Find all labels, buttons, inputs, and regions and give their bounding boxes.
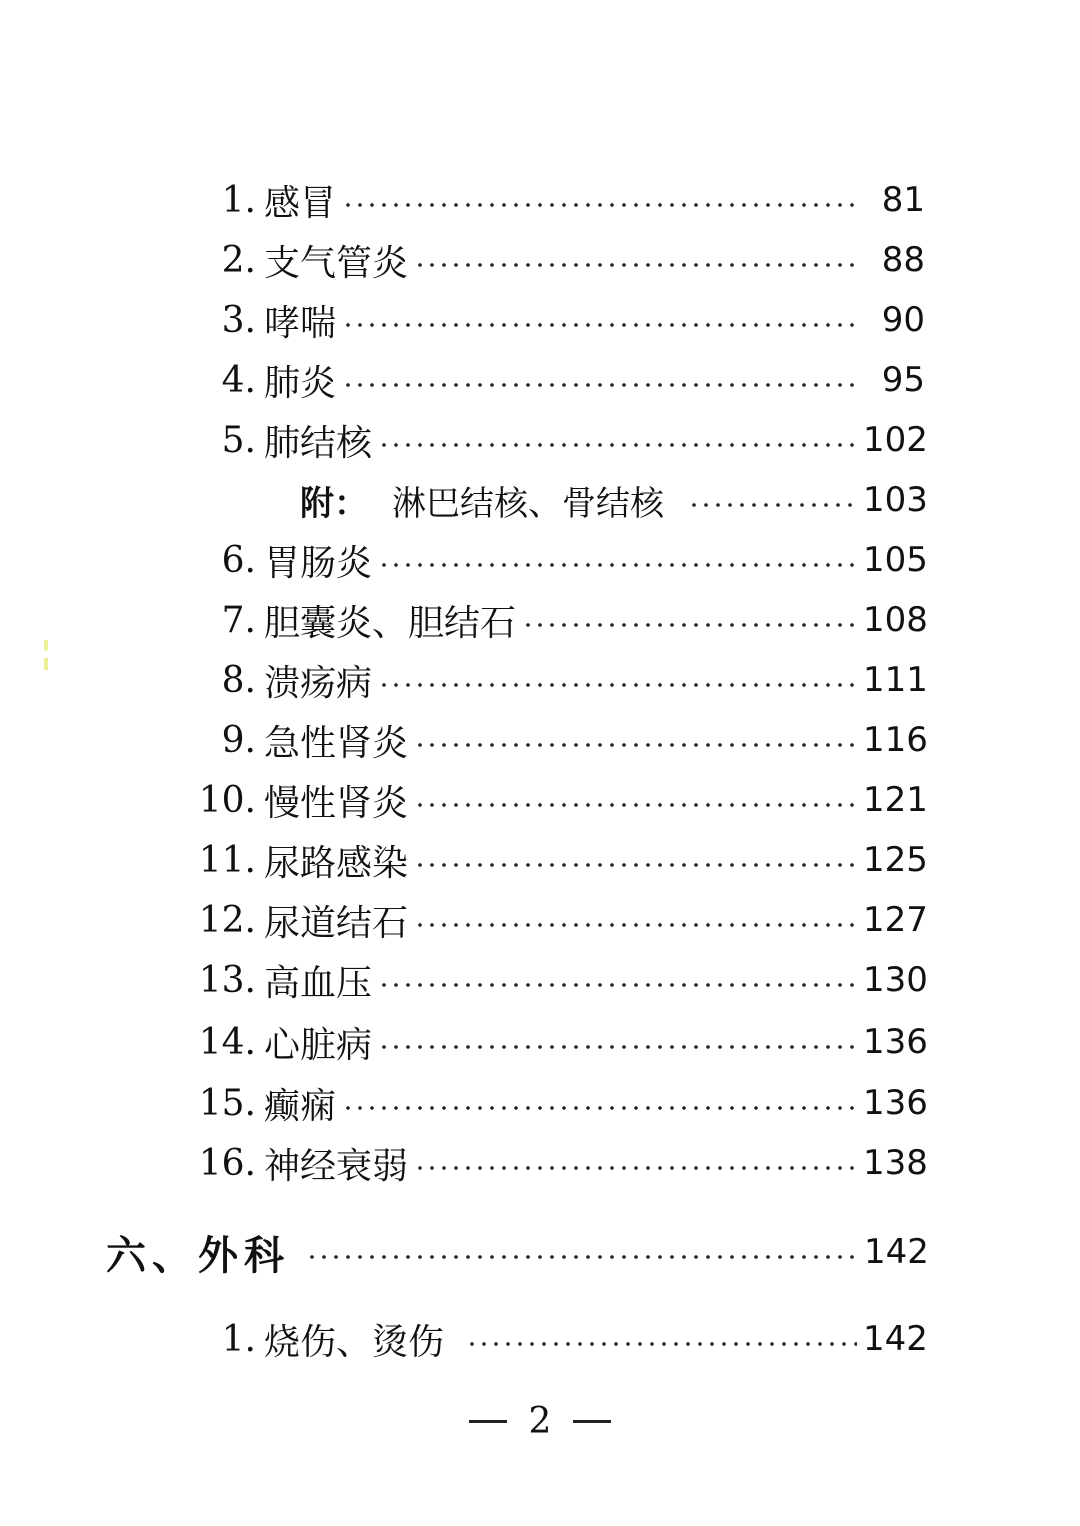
entry-page: 108 bbox=[863, 600, 928, 640]
toc-entry bbox=[180, 1017, 928, 1067]
toc-entry bbox=[180, 1314, 928, 1364]
entry-number: 5. bbox=[221, 419, 256, 461]
entry-number: 14. bbox=[198, 1021, 256, 1063]
dot-leader bbox=[378, 682, 857, 688]
entry-number: 9. bbox=[221, 719, 256, 761]
entry-page: 121 bbox=[863, 780, 928, 820]
entry-title: 癫痫 bbox=[264, 1085, 337, 1127]
entry-title: 急性肾炎 bbox=[264, 722, 409, 764]
entry-page: 111 bbox=[863, 660, 928, 700]
entry-number: 6. bbox=[221, 539, 256, 581]
toc-entry bbox=[180, 595, 928, 645]
entry-number: 16. bbox=[198, 1142, 256, 1184]
dot-leader bbox=[414, 1165, 857, 1171]
entry-title: 高血压 bbox=[264, 962, 373, 1004]
section-title: 六、外科 bbox=[106, 1231, 290, 1279]
entry-number: 10. bbox=[198, 779, 256, 821]
dot-leader bbox=[378, 562, 857, 568]
entry-number: 13. bbox=[198, 959, 256, 1001]
entry-title: 哮喘 bbox=[264, 302, 337, 344]
dot-leader bbox=[342, 382, 857, 388]
entry-number: 1. bbox=[221, 179, 256, 221]
page-footer bbox=[0, 1396, 1080, 1446]
dot-leader bbox=[378, 982, 857, 988]
section-heading bbox=[106, 1222, 929, 1282]
entry-title: 胆囊炎、胆结石 bbox=[264, 602, 517, 644]
entry-title: 支气管炎 bbox=[264, 242, 409, 284]
toc-entry bbox=[180, 715, 928, 765]
entry-page: 95 bbox=[881, 360, 925, 400]
entry-page: 130 bbox=[863, 960, 928, 1000]
entry-title: 心脏病 bbox=[264, 1024, 373, 1066]
toc-entry bbox=[180, 415, 928, 465]
entry-page: 103 bbox=[863, 480, 928, 520]
dot-leader bbox=[342, 1105, 857, 1111]
dot-leader bbox=[414, 262, 857, 268]
toc-entry bbox=[180, 895, 928, 945]
entry-page: 116 bbox=[863, 720, 928, 760]
entry-title: 烧伤、烫伤 bbox=[264, 1321, 445, 1363]
scan-speck bbox=[44, 640, 48, 670]
toc-entry bbox=[180, 1078, 928, 1128]
dot-leader bbox=[414, 862, 857, 868]
toc-entry bbox=[180, 295, 925, 345]
footer-dash-left bbox=[469, 1420, 507, 1423]
toc-entry bbox=[180, 955, 928, 1005]
entry-number: 15. bbox=[198, 1082, 256, 1124]
dot-leader bbox=[414, 922, 857, 928]
entry-page: 81 bbox=[881, 180, 925, 220]
entry-number: 3. bbox=[221, 299, 256, 341]
entry-page: 88 bbox=[881, 240, 925, 280]
dot-leader bbox=[306, 1254, 854, 1260]
entry-number: 8. bbox=[221, 659, 256, 701]
dot-leader bbox=[466, 1341, 857, 1347]
entry-title: 尿路感染 bbox=[264, 842, 409, 884]
dot-leader bbox=[522, 622, 857, 628]
toc-entry bbox=[180, 175, 925, 225]
entry-page: 136 bbox=[863, 1083, 928, 1123]
appendix-label: 附： bbox=[300, 483, 368, 524]
entry-title: 淋巴结核、骨结核 bbox=[392, 483, 664, 524]
entry-page: 136 bbox=[863, 1022, 928, 1062]
toc-entry bbox=[180, 535, 928, 585]
entry-number: 12. bbox=[198, 899, 256, 941]
toc-sub-entry bbox=[180, 475, 928, 525]
dot-leader bbox=[378, 442, 857, 448]
toc-entry bbox=[180, 235, 925, 285]
entry-page: 125 bbox=[863, 840, 928, 880]
entry-page: 138 bbox=[863, 1143, 928, 1183]
entry-page: 90 bbox=[881, 300, 925, 340]
entry-number: 1. bbox=[221, 1318, 256, 1360]
dot-leader bbox=[342, 322, 857, 328]
entry-title: 肺结核 bbox=[264, 422, 373, 464]
entry-number: 2. bbox=[221, 239, 256, 281]
entry-title: 溃疡病 bbox=[264, 662, 373, 704]
entry-number: 4. bbox=[221, 359, 256, 401]
entry-page: 127 bbox=[863, 900, 928, 940]
toc-entry bbox=[180, 1138, 928, 1188]
dot-leader bbox=[414, 802, 857, 808]
footer-dash-right bbox=[573, 1420, 611, 1423]
entry-title: 肺炎 bbox=[264, 362, 337, 404]
dot-leader bbox=[414, 742, 857, 748]
entry-number: 7. bbox=[221, 599, 256, 641]
toc-entry bbox=[180, 655, 928, 705]
toc-entry bbox=[180, 835, 928, 885]
section-page: 142 bbox=[864, 1232, 929, 1272]
toc-entry bbox=[180, 355, 925, 405]
dot-leader bbox=[688, 502, 857, 508]
dot-leader bbox=[342, 202, 857, 208]
entry-title: 神经衰弱 bbox=[264, 1145, 409, 1187]
toc-entry bbox=[180, 775, 928, 825]
entry-title: 感冒 bbox=[264, 182, 337, 224]
entry-number: 11. bbox=[198, 839, 256, 881]
entry-page: 105 bbox=[863, 540, 928, 580]
page-number: 2 bbox=[528, 1400, 552, 1442]
entry-title: 慢性肾炎 bbox=[264, 782, 409, 824]
entry-title: 胃肠炎 bbox=[264, 542, 373, 584]
entry-page: 142 bbox=[863, 1319, 928, 1359]
entry-page: 102 bbox=[863, 420, 928, 460]
entry-title: 尿道结石 bbox=[264, 902, 409, 944]
dot-leader bbox=[378, 1044, 857, 1050]
